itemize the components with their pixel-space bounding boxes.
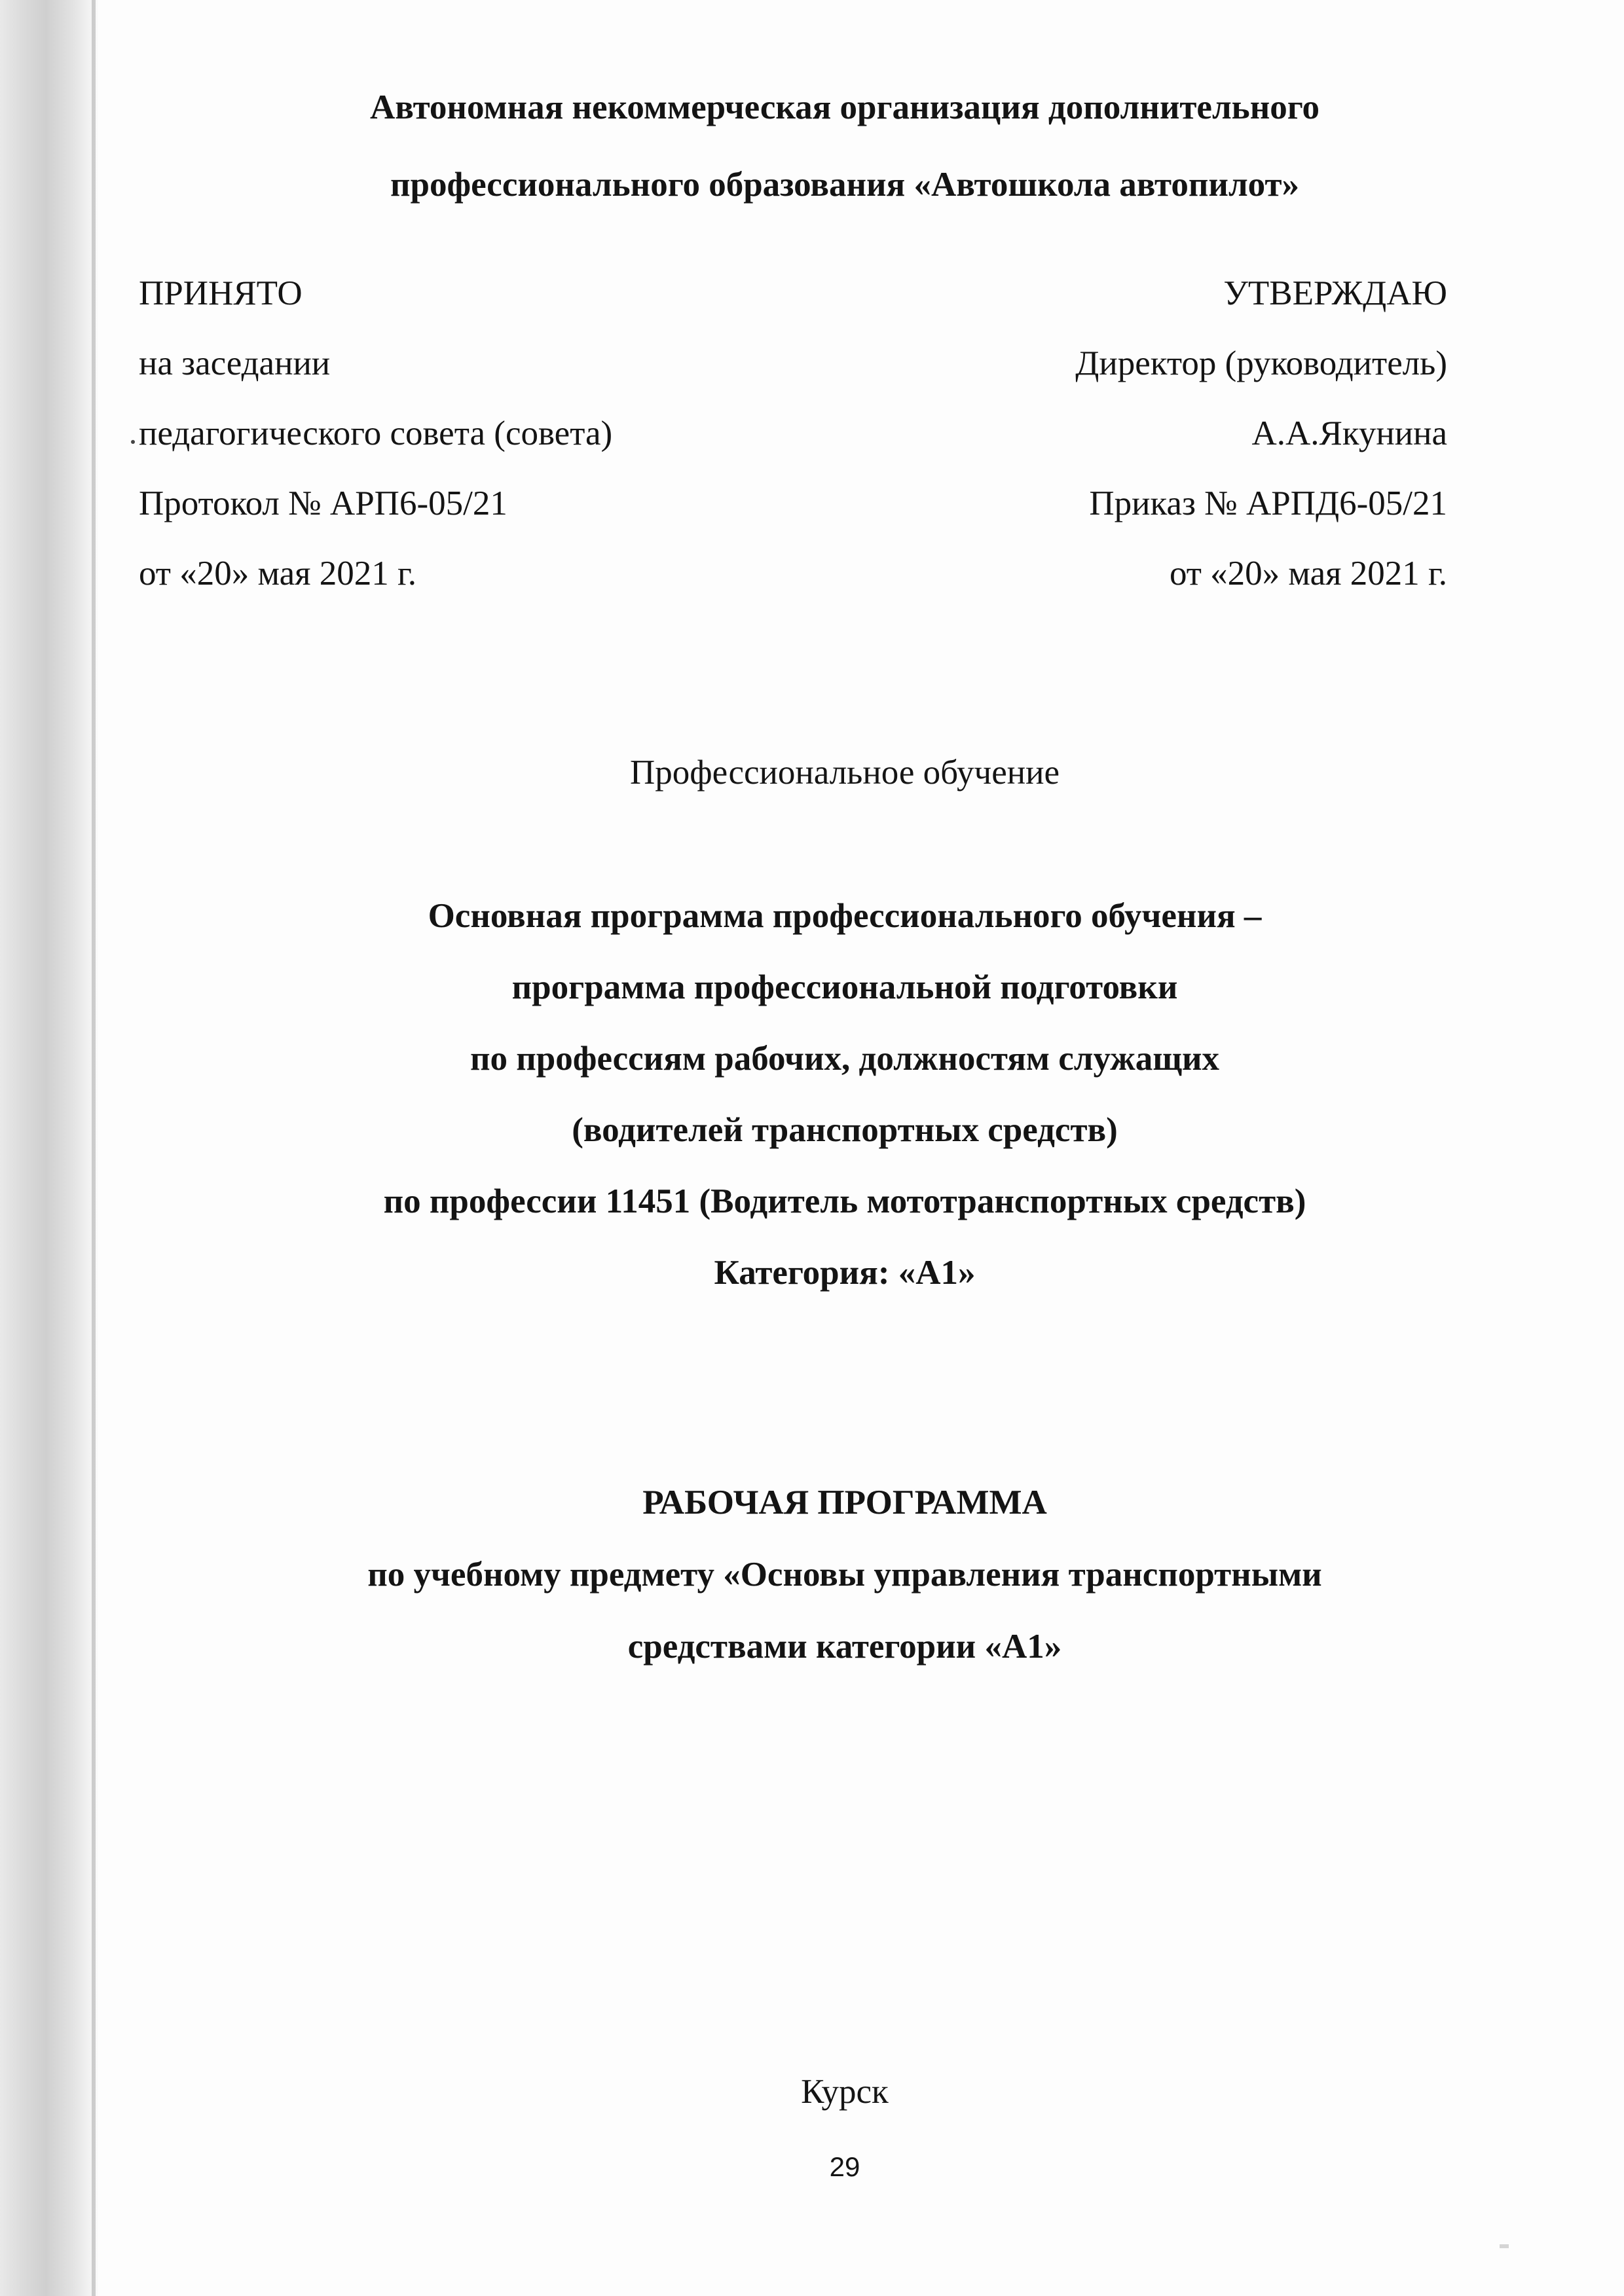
page-number: 29 [829,2151,860,2182]
accepted-council: педагогического совета (совета) [139,414,613,452]
program-title-line: по профессии 11451 (Водитель мототранспортных средств) [383,1182,1306,1220]
approved-date: от «20» мая 2021 г. [1169,555,1447,592]
accepted-title: ПРИНЯТО [139,274,303,312]
work-program-subject-line-1: по учебному предмету «Основы управления транспортными [367,1556,1322,1594]
scan-binding-edge [92,0,96,2296]
program-category: Категория: «А1» [714,1254,976,1292]
approved-block [1075,259,1447,609]
work-program-heading: РАБОЧАЯ ПРОГРАММА [642,1484,1047,1522]
organization-header-line-2: профессионального образования «Автошкола автопилот» [390,166,1300,204]
work-program-title [196,1467,1493,1683]
training-type: Профессиональное обучение [629,754,1060,792]
accepted-date: от «20» мая 2021 г. [139,555,417,592]
scan-dot-mark [131,440,135,444]
program-title-line: по профессиям рабочих, должностям служащих [470,1040,1220,1078]
organization-header-line-1: Автономная некоммерческая организация дополнительного [370,88,1320,126]
approved-position: Директор (руководитель) [1075,344,1447,382]
program-title [196,881,1493,1309]
program-title-line: программа профессиональной подготовки [511,968,1178,1006]
work-program-subject-line-2: средствами категории «А1» [627,1628,1062,1666]
approved-title: УТВЕРЖДАЮ [1223,274,1447,312]
program-title-line: Основная программа профессионального обучения – [428,897,1262,935]
approved-name: А.А.Якунина [1251,414,1447,452]
organization-header [196,69,1493,223]
scan-speck [1500,2244,1509,2248]
accepted-meeting: на заседании [139,344,331,382]
city: Курск [801,2073,889,2111]
program-title-line: (водителей транспортных средств) [572,1111,1118,1149]
accepted-protocol: Протокол № АРП6-05/21 [139,484,507,522]
scan-binding-shadow [0,0,98,2296]
approved-order: Приказ № АРПД6-05/21 [1089,484,1447,522]
accepted-block [139,259,612,609]
